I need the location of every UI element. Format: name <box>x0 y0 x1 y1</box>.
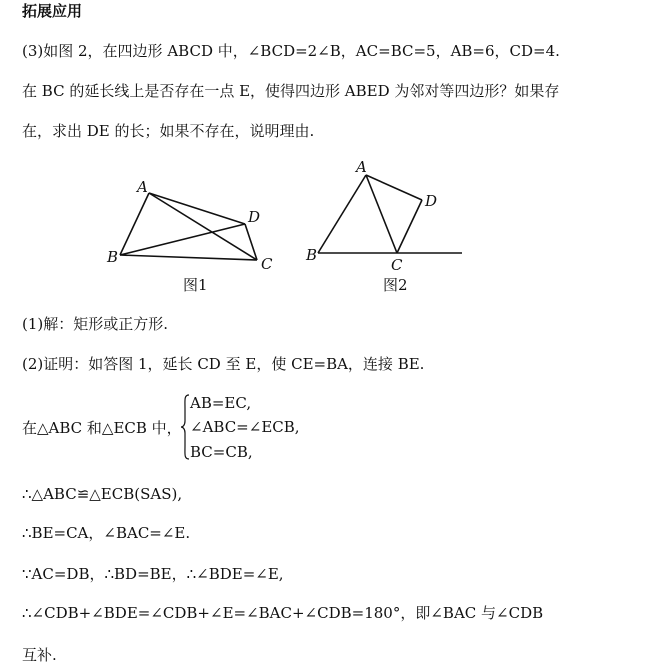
fig1-segment-ab <box>120 193 149 255</box>
fig1-diagonal-ac <box>149 193 257 260</box>
problem-line-1: (3)如图 2，在四边形 ABCD 中，∠BCD=2∠B，AC=BC=5，AB=6，CD=4. <box>22 42 560 60</box>
system-item-1: AB=EC, <box>190 394 252 412</box>
problem-line-2: 在 BC 的延长线上是否存在一点 E，使得四边形 ABED 为邻对等四边形？如果存 <box>22 82 560 100</box>
figure-2 <box>318 175 462 253</box>
fig1-segment-da <box>149 193 245 224</box>
fig1-label-a: A <box>137 178 148 196</box>
figure-2-caption: 图2 <box>383 276 408 294</box>
solution-line-3: ∴△ABC≌△ECB(SAS), <box>22 485 183 503</box>
fig2-label-a: A <box>356 158 367 176</box>
solution-line-2: (2)证明：如答图 1，延长 CD 至 E，使 CE=BA，连接 BE. <box>22 355 425 373</box>
fig2-label-d: D <box>425 192 438 210</box>
geometry-figures <box>0 150 647 300</box>
solution-line-4: ∴BE=CA，∠BAC=∠E. <box>22 524 191 542</box>
solution-line-6: ∴∠CDB+∠BDE=∠CDB+∠E=∠BAC+∠CDB=180°，即∠BAC 与∠CDB <box>22 604 544 622</box>
solution-line-1: (1)解：矩形或正方形. <box>22 315 169 333</box>
fig2-segment-dc <box>397 200 422 253</box>
figure-1-caption: 图1 <box>183 276 208 294</box>
fig1-diagonal-bd <box>120 224 245 255</box>
fig2-label-b: B <box>306 246 318 264</box>
system-item-2: ∠ABC=∠ECB, <box>190 418 300 436</box>
figure-1 <box>120 193 257 260</box>
fig1-label-b: B <box>107 248 119 266</box>
problem-line-3: 在，求出 DE 的长；如果不存在，说明理由. <box>22 122 315 140</box>
system-item-3: BC=CB, <box>190 443 253 461</box>
fig1-segment-bc <box>120 255 257 260</box>
section-heading: 拓展应用 <box>22 2 83 20</box>
equation-system <box>22 392 342 462</box>
solution-line-7: 互补. <box>22 646 57 664</box>
fig1-label-c: C <box>261 255 273 273</box>
fig2-segment-ab <box>318 175 366 253</box>
fig2-label-c: C <box>391 256 403 274</box>
system-label: 在△ABC 和△ECB 中， <box>22 419 182 437</box>
solution-line-5: ∵AC=DB，∴BD=BE，∴∠BDE=∠E, <box>22 565 284 583</box>
left-brace-icon <box>180 394 190 460</box>
fig1-label-d: D <box>248 208 261 226</box>
